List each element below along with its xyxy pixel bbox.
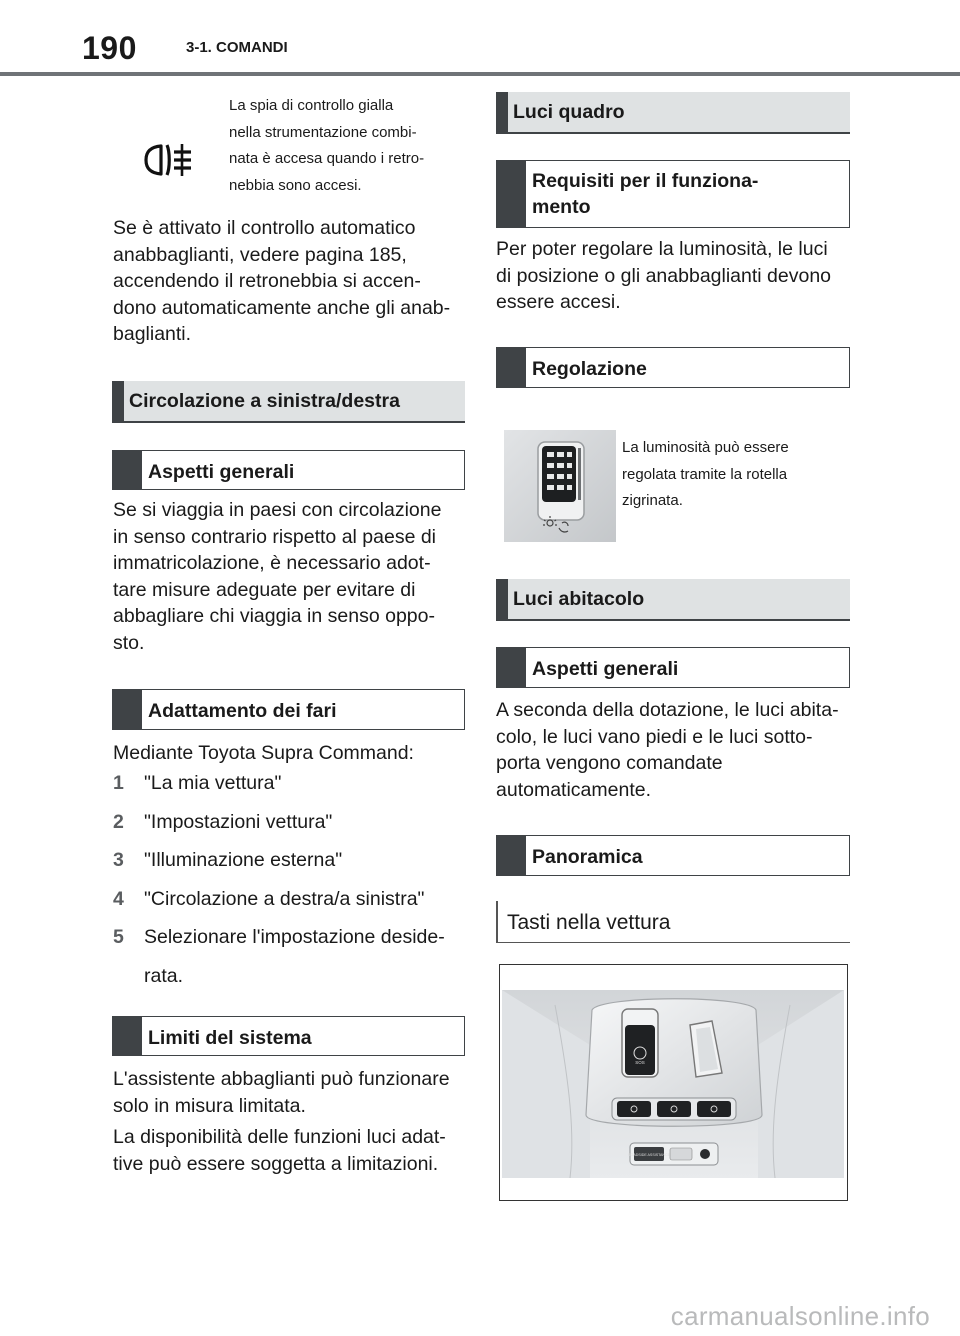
subheading-adjust (496, 347, 850, 388)
overhead-console-image (499, 964, 848, 1201)
text-line: nebbia sono accesi. (229, 176, 362, 194)
heading-text: Aspetti generali (532, 658, 679, 680)
subheading-general-2 (496, 647, 850, 688)
dimmer-description (622, 435, 852, 515)
indicator-description (229, 93, 469, 199)
text-line: in senso contrario rispetto al paese di (113, 525, 437, 548)
list-item: 1 "La mia vettura" (113, 772, 282, 794)
subheading-buttons (496, 901, 850, 943)
watermark: carmanualsonline.info (670, 1301, 930, 1331)
text-line: La luminosità può essere (622, 439, 789, 456)
text-line: porta vengono comandate (496, 752, 723, 774)
command-intro (113, 740, 473, 767)
heading-text: Adattamento dei fari (148, 700, 337, 722)
heading-text: Luci quadro (513, 101, 625, 123)
steps-list (113, 764, 473, 995)
text-line: zigrinata. (622, 492, 683, 509)
text-line: nella strumentazione combi- (229, 123, 417, 141)
heading-text: Requisiti per il funziona- (532, 170, 759, 192)
text-line: Se si viaggia in paesi con circolazione (113, 499, 442, 521)
list-item: 3 "Illuminazione esterna" (113, 849, 343, 871)
dimmer-wheel-image (504, 430, 616, 542)
subheading-headlight (112, 689, 465, 730)
heading-text: Panoramica (532, 846, 643, 868)
text-line: di posizione o gli anabbaglianti devono (496, 264, 832, 287)
traffic-paragraph (113, 497, 473, 656)
subheading-requirements (496, 160, 850, 228)
text-line: abbagliare chi viaggia in senso oppo- (113, 605, 435, 627)
chapter-title: 3-1. COMANDI (186, 39, 288, 56)
text-line: La disponibilità delle funzioni luci adat- (113, 1126, 446, 1148)
text-line: L'assistente abbaglianti può funzionare (113, 1068, 450, 1090)
heading-text: Tasti nella vettura (507, 911, 671, 934)
list-item: 5 Selezionare l'impostazione deside- (113, 926, 445, 948)
text-line: Se è attivato il controllo automatico (113, 217, 416, 239)
limits-paragraph (113, 1066, 473, 1119)
heading-text: Circolazione a sinistra/destra (129, 390, 400, 412)
text-line: nata è accesa quando i retro- (229, 150, 425, 167)
heading-text: Aspetti generali (148, 461, 295, 483)
heading-text: Luci abitacolo (513, 588, 645, 610)
roadside-assistance-label: ROADSIDE ASSISTANCE (627, 1153, 671, 1157)
text-line: baglianti. (113, 323, 192, 345)
section-heading-traffic (112, 381, 465, 423)
text-line: essere accesi. (496, 291, 621, 313)
rear-fog-light-icon (143, 140, 195, 180)
text-line: regolata tramite la rotella (622, 465, 788, 483)
text-line: sto. (113, 631, 145, 654)
sos-label: SOS (635, 1060, 645, 1065)
text-line: Per poter regolare la luminosità, le luci (496, 238, 828, 260)
text-line: solo in misura limitata. (113, 1094, 306, 1117)
page-number: 190 (82, 30, 137, 66)
cabin-paragraph (496, 697, 856, 803)
heading-text: mento (532, 196, 591, 218)
heading-text: Limiti del sistema (148, 1027, 312, 1049)
list-item: 4 "Circolazione a destra/a sinistra" (113, 887, 425, 910)
text-line: automaticamente. (496, 778, 652, 801)
text-line: La spia di controllo gialla (229, 97, 394, 114)
subheading-overview (496, 835, 850, 876)
text-line: anabbaglianti, vedere pagina 185, (113, 243, 407, 266)
availability-paragraph (113, 1124, 473, 1177)
section-heading-panel-lights (496, 92, 850, 134)
subheading-limits (112, 1016, 465, 1056)
header-rule (0, 72, 960, 76)
requirements-paragraph (496, 236, 856, 316)
text-line: tive può essere soggetta a limitazioni. (113, 1152, 439, 1175)
text-line: Mediante Toyota Supra Command: (113, 742, 414, 764)
text-line: immatricolazione, è necessario adot- (113, 552, 431, 574)
section-heading-cabin-lights (496, 579, 850, 621)
heading-text: Regolazione (532, 358, 647, 380)
text-line: colo, le luci vano piedi e le luci sotto- (496, 725, 813, 748)
text-line: A seconda della dotazione, le luci abita- (496, 699, 839, 721)
text-line: dono automaticamente anche gli anab- (113, 296, 451, 319)
subheading-general (112, 450, 465, 490)
auto-lowbeam-paragraph (113, 215, 473, 348)
list-item: 2 "Impostazioni vettura" (113, 810, 333, 833)
text-line: accendendo il retronebbia si accen- (113, 270, 421, 292)
text-line: tare misure adeguate per evitare di (113, 578, 416, 601)
list-item-continuation: rata. (144, 964, 184, 987)
